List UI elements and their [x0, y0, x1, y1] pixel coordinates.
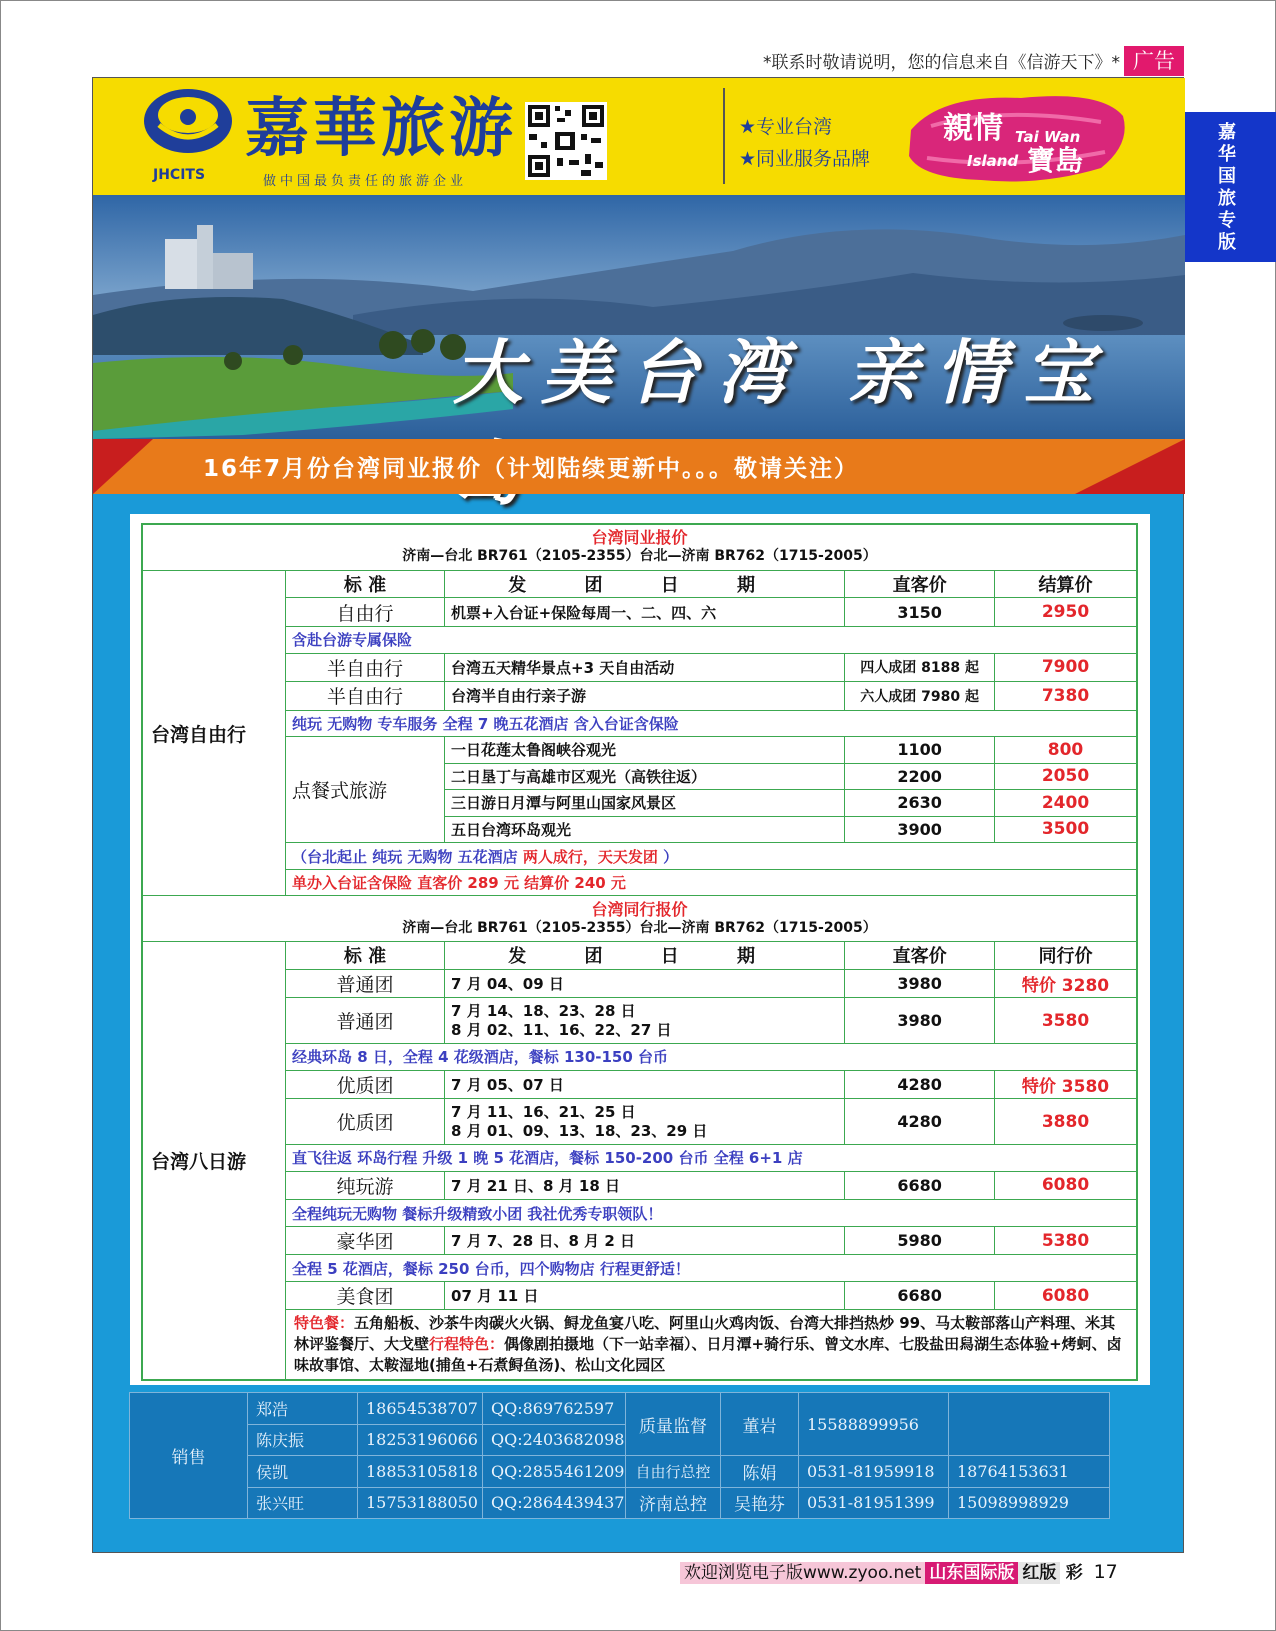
- sales-qq: QQ:2864439437: [483, 1487, 626, 1519]
- row-standard: 优质团: [285, 1099, 444, 1145]
- ribbon-text: [203, 450, 859, 483]
- row-settle: 7380: [995, 682, 1138, 711]
- row-retail: 3980: [845, 969, 995, 998]
- row-dates: [445, 1099, 845, 1145]
- note-pure-play: 纯玩 无购物 专车服务 全程 7 晚五花酒店 含入台证含保险: [285, 710, 1137, 737]
- source-disclaimer: *联系时敬请说明，您的信息来自《信游天下》*: [763, 53, 1120, 73]
- row-standard: 豪华团: [285, 1226, 444, 1255]
- footer-color: 彩: [1065, 1563, 1083, 1583]
- header-dates: 发 团 日 期: [445, 570, 845, 598]
- row-dates: 机票+入台证+保险每周一、二、四、六: [445, 598, 845, 627]
- feature-meal: 五角船板、沙茶牛肉碳火火锅、鲟龙鱼宴八吃、阿里山火鸡肉饭、台湾大排挡热炒 99、马太鞍部落山产料理、米其林评鉴餐厅、大戈壁: [293, 1314, 1116, 1354]
- sales-qq: QQ:2403682098: [483, 1424, 626, 1456]
- section2-title-cell: [142, 896, 1137, 942]
- note-direct-flight: 直飞往返 环岛行程 升级 1 晚 5 花酒店，餐标 150-200 台币 全程 6+1 店: [285, 1145, 1137, 1172]
- group-label-eight-day: 台湾八日游: [142, 942, 285, 1380]
- taiwan-island-badge: [901, 86, 1131, 190]
- badge-en-a: Tai Wan: [1015, 128, 1081, 146]
- header-standard: 标 准: [285, 942, 444, 970]
- header-dates: 发 团 日 期: [445, 942, 845, 970]
- sales-phone: 15753188050: [358, 1487, 483, 1519]
- header-retail: 直客价: [845, 942, 995, 970]
- side-tab-label: 嘉华国旅专版: [1218, 122, 1236, 253]
- row-dates: 台湾半自由行亲子游: [445, 682, 845, 711]
- row-dates: 台湾五天精华景点+3 天自由活动: [445, 653, 845, 682]
- brand-header: [93, 78, 1185, 195]
- row-dates-line: 8 月 01、09、13、18、23、29 日: [451, 1121, 708, 1140]
- table-row: [130, 1456, 1110, 1488]
- row-standard: 优质团: [285, 1070, 444, 1099]
- table-row: [130, 1393, 1110, 1425]
- role-phone2: 15098998929: [949, 1487, 1110, 1519]
- table-row: [142, 1099, 1137, 1145]
- footer-browse-link[interactable]: 欢迎浏览电子版www.zyoo.net: [680, 1562, 925, 1584]
- row-settle: 2950: [995, 598, 1138, 627]
- side-tab: [1183, 112, 1276, 262]
- sales-phone: 18253196066: [358, 1424, 483, 1456]
- row-settle: 2050: [995, 763, 1138, 790]
- row-standard: 普通团: [285, 998, 444, 1044]
- table-row: [142, 653, 1137, 682]
- row-retail: 6680: [845, 1281, 995, 1310]
- role-label: 济南总控: [626, 1487, 721, 1519]
- row-peer: 5380: [995, 1226, 1138, 1255]
- jhcits-logo-icon: [139, 87, 237, 165]
- row-standard: 自由行: [285, 598, 444, 627]
- sales-qq: QQ:2855461209: [483, 1456, 626, 1488]
- badge-cn-a: 親情: [943, 111, 1003, 146]
- row-dates: 7 月 21 日、8 月 18 日: [445, 1171, 845, 1200]
- row-dates: 07 月 11 日: [445, 1281, 845, 1310]
- sales-label: 销售: [130, 1393, 248, 1519]
- row-retail: 1100: [845, 737, 995, 764]
- row-dates-line: 7 月 14、18、23、28 日: [451, 1001, 636, 1020]
- row-retail: 4280: [845, 1099, 995, 1145]
- qr-code-icon: [525, 102, 607, 180]
- sales-qq: QQ:869762597: [483, 1393, 626, 1425]
- feature-peer-brand: ★同业服务品牌: [739, 148, 871, 170]
- table-row: [142, 1070, 1137, 1099]
- section2-flight: 济南—台北 BR761（2105-2355）台北—济南 BR762（1715-2005）: [402, 919, 877, 936]
- row-peer: 6080: [995, 1281, 1138, 1310]
- row-dates: 7 月 05、07 日: [445, 1070, 845, 1099]
- note-five-star: 全程 5 花酒店，餐标 250 台币，四个购物店 行程更舒适！: [285, 1255, 1137, 1282]
- role-phone2: 18764153631: [949, 1456, 1110, 1488]
- feature-description: [285, 1310, 1137, 1380]
- note-no-shopping: 全程纯玩无购物 餐标升级精致小团 我社优秀专职领队！: [285, 1200, 1137, 1227]
- row-dates: 三日游日月潭与阿里山国家风景区: [445, 790, 845, 817]
- ribbon-main: 16年7月份台湾同业报价: [203, 456, 483, 482]
- row-settle: 2400: [995, 790, 1138, 817]
- row-retail: 四人成团 8188 起: [845, 653, 995, 682]
- sales-name: 郑浩: [248, 1393, 358, 1425]
- header-divider: [723, 88, 725, 184]
- row-settle: 3500: [995, 816, 1138, 843]
- header-settle: 结算价: [995, 570, 1138, 598]
- role-name: 陈娟: [721, 1456, 799, 1488]
- sales-name: 陈庆振: [248, 1424, 358, 1456]
- role-label: 自由行总控: [626, 1456, 721, 1488]
- table-row: [142, 1171, 1137, 1200]
- price-ribbon: [93, 439, 1185, 494]
- feature-route: 偶像剧拍摄地（下一站幸福）、日月潭+骑行乐、曾文水库、七股盐田舄湖生态体验+烤蚵、卤味故事馆、太鞍湿地(捕鱼+石煮鲟鱼汤)、松山文化园区: [293, 1335, 1122, 1375]
- row-peer: 3580: [995, 998, 1138, 1044]
- table-row: [142, 1226, 1137, 1255]
- row-peer: 特价 3280: [995, 969, 1138, 998]
- role-phone1: 15588899956: [799, 1393, 949, 1456]
- ad-tag: 广告: [1124, 46, 1184, 76]
- footer-edition: 山东国际版: [925, 1562, 1018, 1584]
- row-peer: 6080: [995, 1171, 1138, 1200]
- section1-flight: 济南—台北 BR761（2105-2355）台北—济南 BR762（1715-2005）: [402, 548, 877, 565]
- row-standard: 普通团: [285, 969, 444, 998]
- feature-route-label: 行程特色：: [428, 1335, 504, 1354]
- note-insurance: 含赴台游专属保险: [285, 627, 1137, 654]
- note-entry-permit: 单办入台证含保险 直客价 289 元 结算价 240 元: [285, 869, 1137, 896]
- price-sheet: [130, 514, 1150, 1385]
- header-peer: 同行价: [995, 942, 1138, 970]
- row-dates: 二日垦丁与高雄市区观光（高铁往返）: [445, 763, 845, 790]
- role-phone1: 0531-81959918: [799, 1456, 949, 1488]
- row-retail: 3980: [845, 998, 995, 1044]
- row-retail: 2200: [845, 763, 995, 790]
- role-phone2: [949, 1393, 1110, 1456]
- row-settle: 800: [995, 737, 1138, 764]
- brand-slogan: 做中国最负责任的旅游企业: [263, 174, 468, 189]
- row-standard: 纯玩游: [285, 1171, 444, 1200]
- feature-meal-label: 特色餐：: [293, 1314, 354, 1333]
- table-row: [142, 1281, 1137, 1310]
- note-taipei-a: （台北起止 纯玩 无购物 五花酒店: [291, 847, 523, 866]
- logo-abbr: JHCITS: [153, 167, 206, 183]
- table-row: [142, 598, 1137, 627]
- feature-pro-taiwan: ★专业台湾: [739, 116, 833, 138]
- footer-red-edition: 红版: [1018, 1562, 1060, 1584]
- row-retail: 6680: [845, 1171, 995, 1200]
- row-dates: [445, 998, 845, 1044]
- header-retail: 直客价: [845, 570, 995, 598]
- sales-contact-table: [129, 1392, 1110, 1519]
- note-taipei: [285, 843, 1137, 870]
- section1-title: 台湾同业报价: [591, 528, 688, 548]
- badge-en-b: Island: [967, 152, 1019, 170]
- sun-moon-lake-photo: [93, 195, 1185, 439]
- row-peer: 特价 3580: [995, 1070, 1138, 1099]
- section2-title: 台湾同行报价: [591, 899, 688, 919]
- role-label: 质量监督: [626, 1393, 721, 1456]
- badge-cn-b: 寶島: [1027, 144, 1084, 177]
- role-name: 董岩: [721, 1393, 799, 1456]
- role-name: 吴艳芬: [721, 1487, 799, 1519]
- table-row: [130, 1487, 1110, 1519]
- row-settle: 7900: [995, 653, 1138, 682]
- row-standard: 美食团: [285, 1281, 444, 1310]
- a-la-carte-label: 点餐式旅游: [285, 737, 444, 843]
- note-taipei-c: ）: [657, 847, 679, 866]
- page-number: 17: [1093, 1561, 1118, 1583]
- brand-name: 嘉華旅游: [245, 91, 517, 166]
- row-retail: 3900: [845, 816, 995, 843]
- sales-phone: 18654538707: [358, 1393, 483, 1425]
- row-standard: 半自由行: [285, 653, 444, 682]
- row-standard: 半自由行: [285, 682, 444, 711]
- row-peer: 3880: [995, 1099, 1138, 1145]
- section1-title-cell: [142, 524, 1137, 570]
- page-footer: [680, 1558, 1118, 1583]
- row-dates: 一日花莲太鲁阁峡谷观光: [445, 737, 845, 764]
- table-row: [142, 998, 1137, 1044]
- group-label-free-travel: 台湾自由行: [142, 570, 285, 895]
- row-retail: 2630: [845, 790, 995, 817]
- row-dates: 7 月 7、28 日、8 月 2 日: [445, 1226, 845, 1255]
- sales-name: 张兴旺: [248, 1487, 358, 1519]
- row-retail: 六人成团 7980 起: [845, 682, 995, 711]
- sales-phone: 18853105818: [358, 1456, 483, 1488]
- header-standard: 标 准: [285, 570, 444, 598]
- note-taipei-b: 两人成行，天天发团: [522, 847, 658, 866]
- table-row: [142, 682, 1137, 711]
- banner-title: 大美台湾 亲情宝: [453, 331, 1112, 414]
- row-retail: 3150: [845, 598, 995, 627]
- table-row: [142, 969, 1137, 998]
- role-phone1: 0531-81951399: [799, 1487, 949, 1519]
- row-dates-line: 7 月 11、16、21、25 日: [451, 1102, 636, 1121]
- sales-name: 侯凯: [248, 1456, 358, 1488]
- row-dates: 7 月 04、09 日: [445, 969, 845, 998]
- note-classic-loop: 经典环岛 8 日，全程 4 花级酒店，餐标 130-150 台币: [285, 1044, 1137, 1071]
- row-retail: 4280: [845, 1070, 995, 1099]
- advert-panel: [92, 77, 1184, 1553]
- table-row: [142, 737, 1137, 764]
- row-dates-line: 8 月 02、11、16、22、27 日: [451, 1020, 672, 1039]
- row-dates: 五日台湾环岛观光: [445, 816, 845, 843]
- price-table: [141, 523, 1138, 1381]
- ribbon-sub: （计划陆续更新中。。。敬请关注）: [482, 456, 860, 482]
- row-retail: 5980: [845, 1226, 995, 1255]
